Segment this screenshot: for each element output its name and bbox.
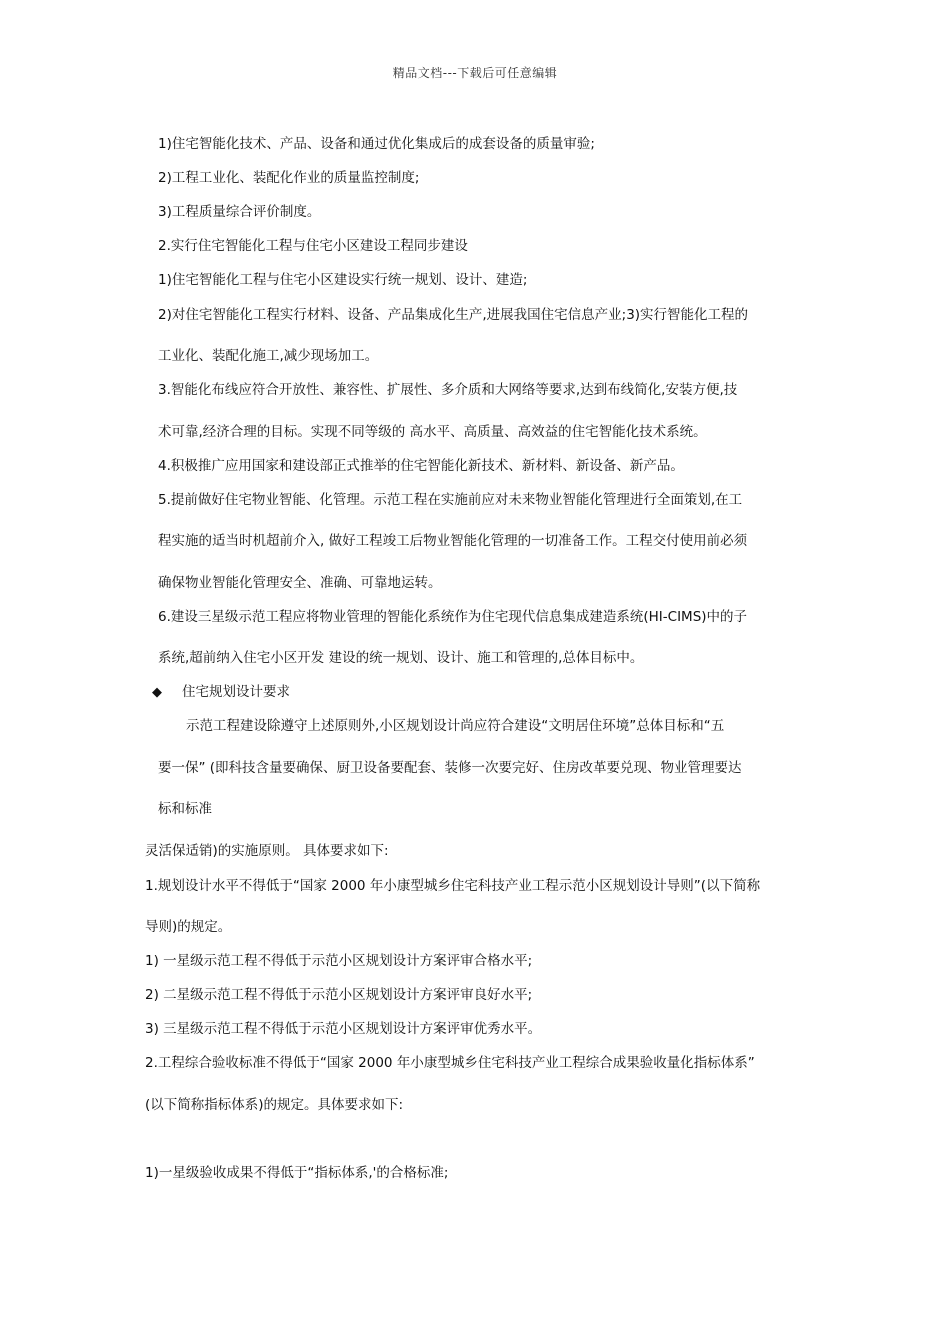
- text-line: (以下简称指标体系)的规定。具体要求如下:: [145, 1097, 404, 1113]
- text-line: 1.规划设计水平不得低于“国家 2000 年小康型城乡住宅科技产业工程示范小区规划设计导则”(以下简称: [145, 878, 761, 894]
- text-line: 要一保” (即科技含量要确保、厨卫设备要配套、装修一次要完好、住房改革要兑现、物业管理要达: [158, 760, 742, 776]
- text-line: 2)工程工业化、装配化作业的质量监控制度;: [158, 170, 420, 186]
- text-line: 导则)的规定。: [145, 919, 232, 935]
- text-line: 3.智能化布线应符合开放性、兼容性、扩展性、多介质和大网络等要求,达到布线简化,安装方便,技: [158, 382, 738, 398]
- text-line: 6.建设三星级示范工程应将物业管理的智能化系统作为住宅现代信息集成建造系统(HI-CIMS)中的子: [158, 609, 748, 625]
- page-header: 精品文档---下载后可任意编辑: [392, 66, 558, 80]
- text-line: 灵活保适销)的实施原则。 具体要求如下:: [145, 843, 389, 859]
- text-line: 1) 一星级示范工程不得低于示范小区规划设计方案评审合格水平;: [145, 953, 533, 969]
- text-line: 示范工程建设除遵守上述原则外,小区规划设计尚应符合建设“文明居住环境”总体目标和“五: [186, 718, 725, 734]
- section-title: 住宅规划设计要求: [182, 684, 290, 700]
- text-line: 2.实行住宅智能化工程与住宅小区建设工程同步建设: [158, 238, 468, 254]
- text-line: 标和标准: [158, 801, 212, 817]
- text-line: 术可靠,经济合理的目标。实现不同等级的 高水平、高质量、高效益的住宅智能化技术系统。: [158, 424, 707, 440]
- text-line: 2.工程综合验收标准不得低于“国家 2000 年小康型城乡住宅科技产业工程综合成果验收量化指标体系”: [145, 1055, 755, 1071]
- text-line: 系统,超前纳入住宅小区开发 建设的统一规划、设计、施工和管理的,总体目标中。: [158, 650, 644, 666]
- text-line: 3)工程质量综合评价制度。: [158, 204, 321, 220]
- text-line: 程实施的适当时机超前介入, 做好工程竣工后物业智能化管理的一切准备工作。工程交付使用前必须: [158, 533, 748, 549]
- text-line: 1)住宅智能化工程与住宅小区建设实行统一规划、设计、建造;: [158, 272, 528, 288]
- text-line: 2)对住宅智能化工程实行材料、设备、产品集成化生产,进展我国住宅信息产业;3)实行智能化工程的: [158, 307, 749, 323]
- text-line: 4.积极推广应用国家和建设部正式推举的住宅智能化新技术、新材料、新设备、新产品。: [158, 458, 684, 474]
- text-line: 1)住宅智能化技术、产品、设备和通过优化集成后的成套设备的质量审验;: [158, 136, 595, 152]
- text-line: 2) 二星级示范工程不得低于示范小区规划设计方案评审良好水平;: [145, 987, 533, 1003]
- text-line: 确保物业智能化管理安全、准确、可靠地运转。: [158, 575, 442, 591]
- diamond-bullet-icon: ◆: [152, 685, 162, 700]
- text-line: 5.提前做好住宅物业智能、化管理。示范工程在实施前应对未来物业智能化管理进行全面策划,在工: [158, 492, 743, 508]
- text-line: 1)一星级验收成果不得低于“指标体系,'的合格标准;: [145, 1165, 449, 1181]
- section-heading: [152, 682, 290, 703]
- text-line: 工业化、装配化施工,减少现场加工。: [158, 348, 379, 364]
- text-line: 3) 三星级示范工程不得低于示范小区规划设计方案评审优秀水平。: [145, 1021, 542, 1037]
